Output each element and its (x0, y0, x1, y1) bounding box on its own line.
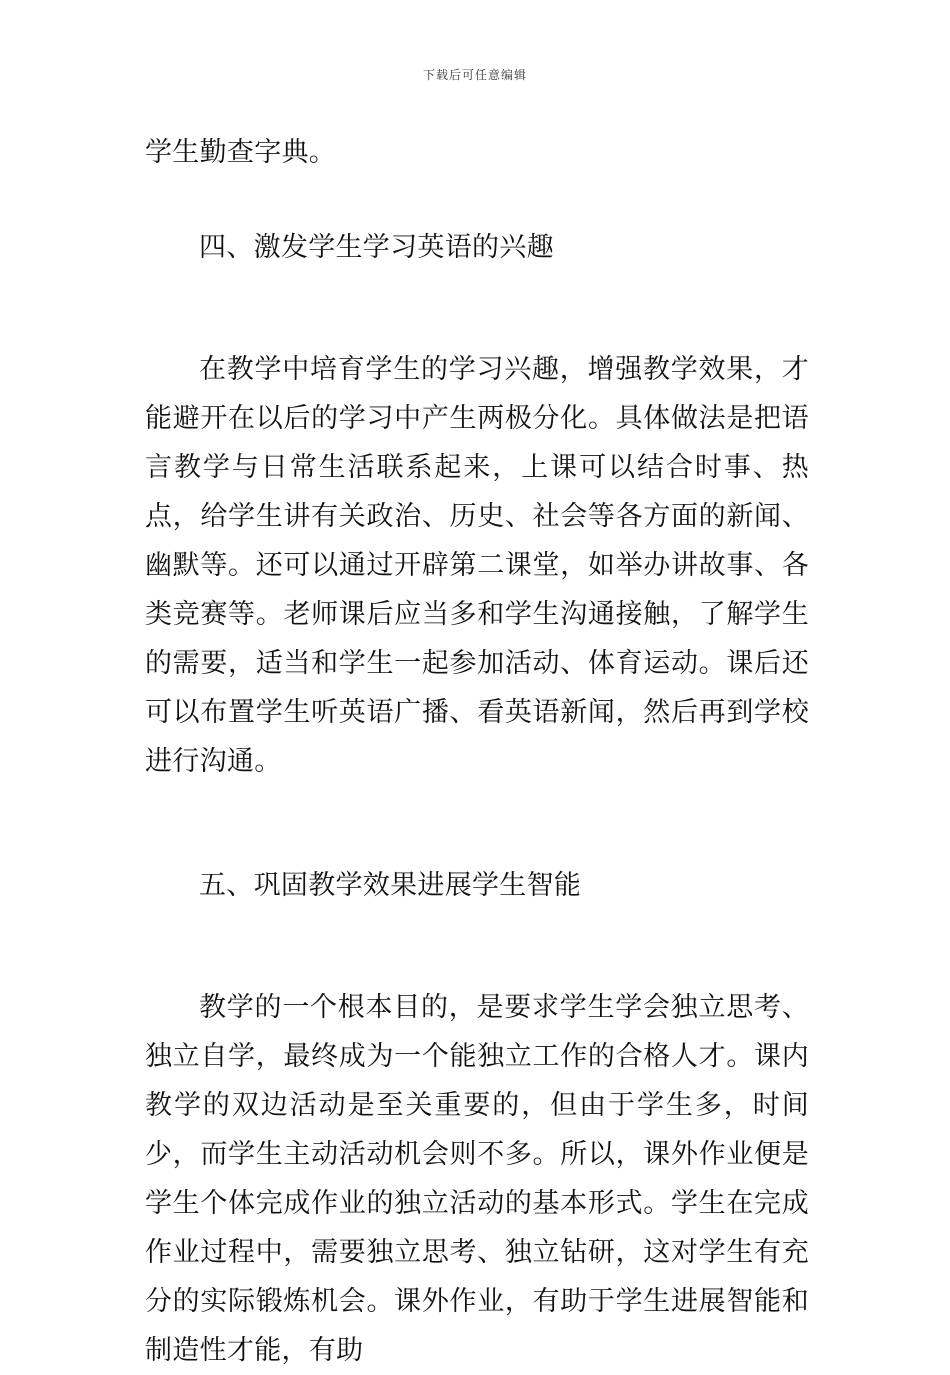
header-note: 下载后可任意编辑 (422, 68, 527, 82)
section-4-paragraph: 在教学中培育学生的学习兴趣，增强教学效果，才能避开在以后的学习中产生两极分化。具体做法是把语言教学与日常生活联系起来，上课可以结合时事、热点，给学生讲有关政治、历史、社会等各方面的新闻、幽默等。还可以通过开辟第二课堂，如举办讲故事、各类竞赛等。老师课后应当多和学生沟通接触，了解学生的需要，适当和学生一起参加活动、体育运动。课后还可以布置学生听英语广播、看英语新闻，然后再到学校进行沟通。 (145, 354, 809, 777)
document-body (145, 128, 809, 1375)
continuation-text: 学生勤查字典。 (145, 137, 337, 168)
section-5-heading: 五、巩固教学效果进展学生智能 (199, 870, 582, 901)
section-5-paragraph: 教学的一个根本目的，是要求学生学会独立思考、独立自学，最终成为一个能独立工作的合格人才。课内教学的双边活动是至关重要的，但由于学生多，时间少，而学生主动活动机会则不多。所以，课外作业便是学生个体完成作业的独立活动的基本形式。学生在完成作业过程中，需要独立思考、独立钻研，这对学生有充分的实际锻炼机会。课外作业，有助于学生进展智能和制造性才能，有助 (145, 992, 809, 1366)
section-4-heading: 四、激发学生学习英语的兴趣 (199, 232, 554, 263)
